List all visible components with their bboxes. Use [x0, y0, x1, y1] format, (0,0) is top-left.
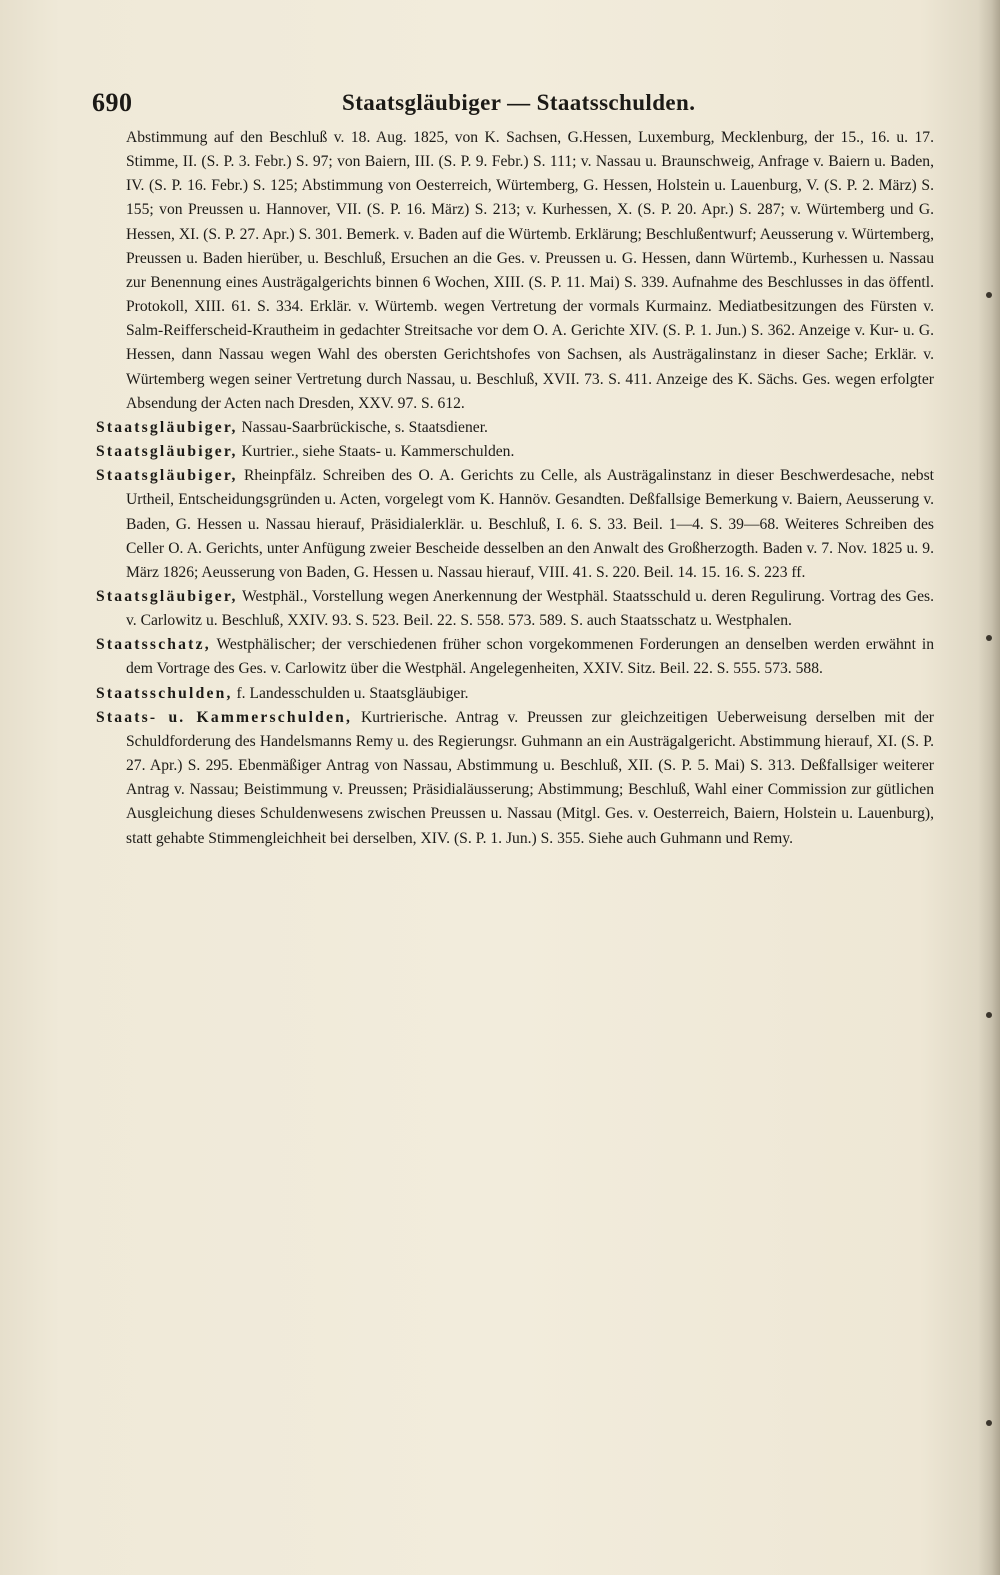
- binding-mark: [986, 292, 992, 298]
- entry-keyword: Staatsschatz,: [96, 636, 211, 654]
- page-header: [92, 88, 930, 122]
- page-number: 690: [92, 88, 133, 117]
- entry-keyword: Staatsgläubiger,: [96, 587, 238, 605]
- entry-keyword: Staatsgläubiger,: [96, 418, 238, 436]
- index-entry: [96, 633, 934, 681]
- index-entry-continuation: [96, 126, 934, 416]
- entry-text: Rheinpfälz. Schreiben des O. A. Gerichts zu Celle, als Austrägalinstanz in dieser Beschwerdesache, nebst Urtheil, Entscheidungsgründen u. Acten, vorgelegt vom K. Hannöv. Gesandten. Deßfallsige Bemerkung v. Baiern, Aeusserung v. Baden, G. Hessen u. Nassau hierauf, Präsidialerklär. u. Beschluß, I. 6. S. 33. Beil. 1—4. S. 39—68. Weiteres Schreiben des Celler O. A. Gerichts, unter Anfügung zweier Bescheide desselben an den Anwalt des Großherzogth. Baden v. 7. Nov. 1825 u. 9. März 1826; Aeusserung von Baden, G. Hessen u. Nassau hierauf, VIII. 41. S. 220. Beil. 14. 15. 16. S. 223 ff.: [126, 467, 934, 581]
- index-entry: [96, 440, 934, 464]
- entry-text: Kurtrier., siehe Staats- u. Kammerschulden.: [237, 443, 515, 461]
- entry-text: Abstimmung auf den Beschluß v. 18. Aug. 1825, von K. Sachsen, G.Hessen, Luxemburg, Mecklenburg, der 15., 16. u. 17. Stimme, II. (S. P. 3. Febr.) S. 97; von Baiern, III. (S. P. 9. Febr.) S. 111; v. Nassau u. Braunschweig, Anfrage v. Baiern u. Baden, IV. (S. P. 16. Febr.) S. 125; Abstimmung von Oesterreich, Würtemberg, G. Hessen, Holstein u. Lauenburg, V. (S. P. 2. März) S. 155; von Preussen u. Hannover, VII. (S. P. 16. März) S. 213; v. Kurhessen, X. (S. P. 20. Apr.) S. 287; v. Würtemberg und G. Hessen, XI. (S. P. 27. Apr.) S. 301. Bemerk. v. Baden auf die Würtemb. Erklärung; Beschlußentwurf; Aeusserung v. Würtemberg, Preussen u. Baden hierüber, u. Beschluß, Ersuchen an die Ges. v. Preussen u. G. Hessen, dann Würtemb., Kurhessen u. Nassau zur Benennung eines Austrägalgerichts binnen 6 Wochen, XIII. (S. P. 11. Mai) S. 339. Aufnahme des Beschlusses in das öffentl. Protokoll, XIII. 61. S. 334. Erklär. v. Würtemb. wegen Vertretung der vormals Kurmainz. Mediatbesitzungen des Fürsten v. Salm-Reifferscheid-Krautheim in gedachter Streitsache vor dem O. A. Gerichte XIV. (S. P. 1. Jun.) S. 362. Anzeige v. Kur- u. G. Hessen, dann Nassau wegen Wahl des obersten Gerichtshofes von Sachsen, als Austrägalinstanz in dieser Sache; Erklär. v. Würtemberg wegen seiner Vertretung durch Nassau, u. Beschluß, XVII. 73. S. 411. Anzeige des K. Sächs. Ges. wegen erfolgter Absendung der Acten nach Dresden, XXV. 97. S. 612.: [126, 129, 934, 412]
- binding-mark: [986, 1012, 992, 1018]
- entry-text: f. Landesschulden u. Staatsgläubiger.: [232, 684, 469, 702]
- running-title: Staatsgläubiger — Staatsschulden.: [342, 90, 696, 115]
- entry-keyword: Staatsschulden,: [96, 684, 233, 702]
- entry-keyword: Staats- u. Kammerschulden,: [96, 708, 353, 726]
- entry-text: Nassau-Saarbrückische, s. Staatsdiener.: [237, 418, 488, 436]
- index-entry: [96, 706, 934, 851]
- entry-text: Westphäl., Vorstellung wegen Anerkennung der Westphäl. Staatsschuld u. deren Regulirung. Vortrag des Ges. v. Carlowitz u. Beschluß, XXIV. 93. S. 523. Beil. 22. S. 558. 573. 589. S. auch Staatsschatz u. Westphalen.: [126, 587, 934, 630]
- entry-text: Kurtrierische. Antrag v. Preussen zur gleichzeitigen Ueberweisung derselben mit der Schuldforderung des Handelsmanns Remy u. des Regierungsr. Guhmann an ein Austrägalgericht. Abstimmung hierauf, XI. (S. P. 27. Apr.) S. 295. Ebenmäßiger Antrag von Nassau, Abstimmung u. Beschluß, XII. (S. P. 5. Mai) S. 313. Deßfallsiger weiterer Antrag v. Nassau; Beistimmung v. Preussen; Präsidialäusserung; Abstimmung; Beschluß, Wahl einer Commission zur gütlichen Ausgleichung dieses Schuldenwesens zwischen Preussen u. Nassau (Mitgl. Ges. v. Oesterreich, Baiern, Holstein u. Lauenburg), statt gehabte Stimmengleichheit bei derselben, XIV. (S. P. 1. Jun.) S. 355. Siehe auch Guhmann und Remy.: [126, 708, 934, 847]
- index-body: [96, 126, 934, 851]
- index-entry: [96, 416, 934, 440]
- page-edge-shadow: [978, 0, 1000, 1575]
- entry-text: Westphälischer; der verschiedenen früher schon vorgekommenen Forderungen an denselben werden erwähnt in dem Vortrage des Ges. v. Carlowitz über die Westphäl. Angelegenheiten, XXIV. Sitz. Beil. 22. S. 555. 573. 588.: [126, 636, 934, 678]
- index-entry: [96, 682, 934, 706]
- binding-mark: [986, 635, 992, 641]
- binding-mark: [986, 1420, 992, 1426]
- index-entry: [96, 585, 934, 633]
- entry-keyword: Staatsgläubiger,: [96, 467, 238, 485]
- index-entry: [96, 464, 934, 585]
- entry-keyword: Staatsgläubiger,: [96, 443, 238, 461]
